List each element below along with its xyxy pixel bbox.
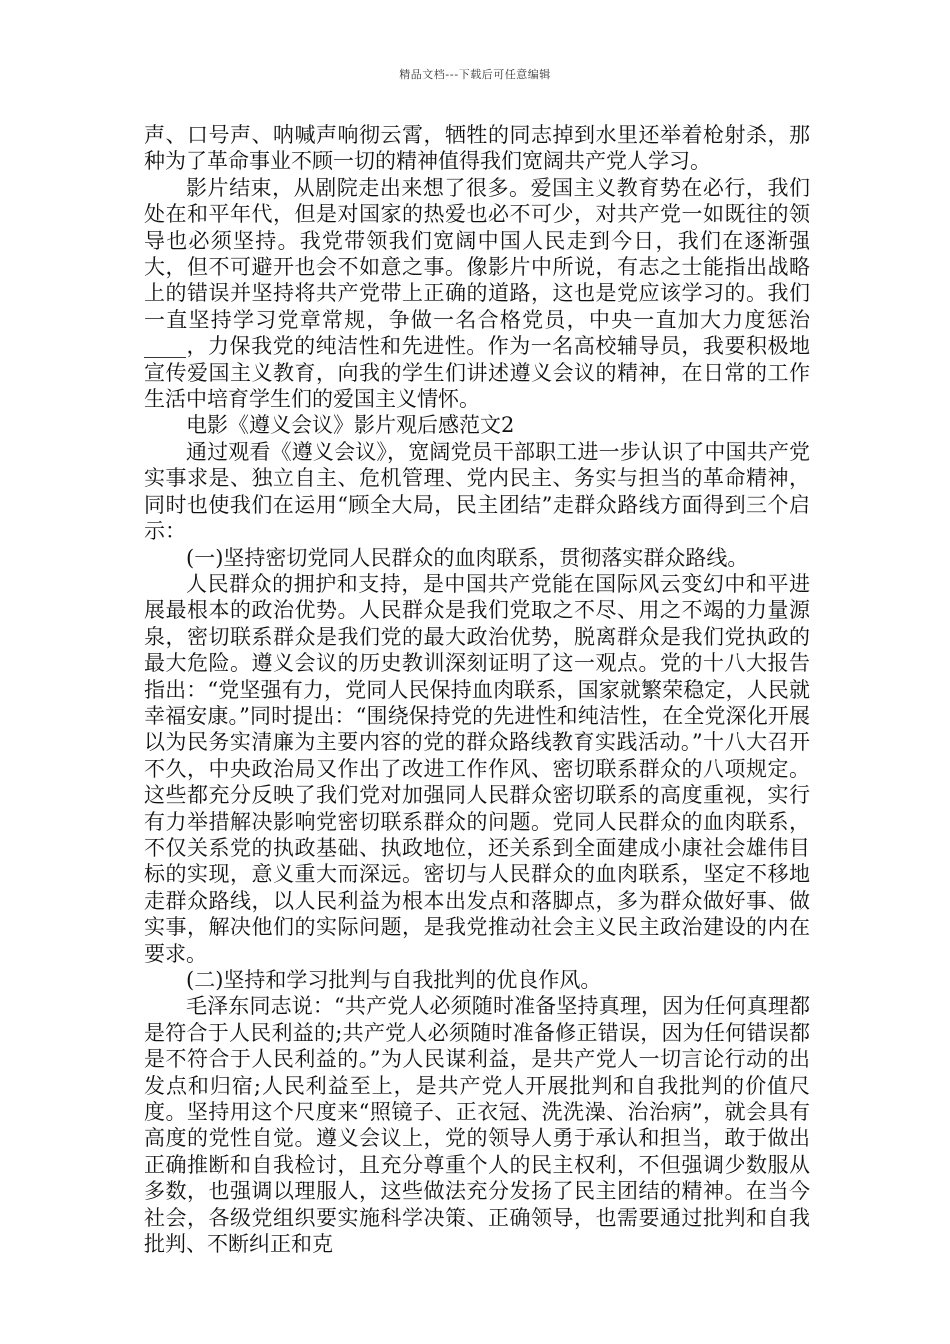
subheading-one: (一)坚持密切党同人民群众的血肉联系，贯彻落实群众路线。 bbox=[186, 545, 749, 570]
document-body bbox=[144, 122, 810, 1257]
section-heading: 电影《遵义会议》影片观后感范文2 bbox=[186, 413, 515, 438]
paragraph-mass-line: 人民群众的拥护和支持，是中国共产党能在国际风云变幻中和平进展最根本的政治优势。人民群众是我们党取之不尽、用之不竭的力量源泉，密切联系群众是我们党的最大政治优势，脱离群众是我们党执政的最大危险。遵义会议的历史教训深刻证明了这一观点。党的十八大报告指出：“党坚强有力，党同人民保持血肉联系，国家就繁荣稳定，人民就幸福安康。”同时提出：“围绕保持党的先进性和纯洁性，在全党深化开展以为民务实清廉为主要内容的党的群众路线教育实践活动。”十八大召开不久，中央政治局又作出了改进工作作风、密切联系群众的八项规定。这些都充分反映了我们党对加强同人民群众密切联系的高度重视，实行有力举措解决影响党密切联系群众的问题。党同人民群众的血肉联系，不仅关系党的执政基础、执政地位，还关系到全面建成小康社会雄伟目标的实现，意义重大而深远。密切与人民群众的血肉联系，坚定不移地走群众路线，以人民利益为根本出发点和落脚点，多为群众做好事、做实事，解决他们的实际问题，是我党推动社会主义民主政治建设的内在要求。 bbox=[144, 571, 810, 966]
paragraph-film-reflection: 影片结束，从剧院走出来想了很多。爱国主义教育势在必行，我们处在和平年代，但是对国家的热爱也必不可少，对共产党一如既往的领导也必须坚持。我党带领我们宽阔中国人民走到今日，我们在逐渐强大，但不可避开也会不如意之事。像影片中所说，有志之士能指出战略上的错误并坚持将共产党带上正确的道路，这也是党应该学习的。我们一直坚持学习党章常规，争做一名合格党员，中央一直加大力度惩治____，力保我党的纯洁性和先进性。作为一名高校辅导员，我要积极地宣传爱国主义教育，向我的学生们讲述遵义会议的精神，在日常的工作生活中培育学生们的爱国主义情怀。 bbox=[144, 175, 810, 412]
paragraph-criticism: 毛泽东同志说：“共产党人必须随时准备坚持真理，因为任何真理都是符合于人民利益的;共产党人必须随时准备修正错误，因为任何错误都是不符合于人民利益的。”为人民谋利益，是共产党人一切言论行动的出发点和归宿;人民利益至上，是共产党人开展批判和自我批判的价值尺度。坚持用这个尺度来“照镜子、正衣冠、洗洗澡、治治病”，就会具有高度的党性自觉。遵义会议上，党的领导人勇于承认和担当，敢于做出正确推断和自我检讨，且充分尊重个人的民主权利，不但强调少数服从多数，也强调以理服人，这些做法充分发扬了民主团结的精神。在当今社会，各级党组织要实施科学决策、正确领导，也需要通过批判和自我批判、不断纠正和克 bbox=[144, 994, 810, 1257]
subheading-two: (二)坚持和学习批判与自我批判的优良作风。 bbox=[186, 968, 602, 992]
page-header: 精品文档---下载后可任意编辑 bbox=[399, 68, 551, 81]
paragraph-intro: 通过观看《遵义会议》，宽阔党员干部职工进一步认识了中国共产党实事求是、独立自主、危机管理、党内民主、务实与担当的革命精神，同时也使我们在运用“顾全大局，民主团结”走群众路线方面得到三个启示： bbox=[144, 439, 810, 544]
paragraph-continuation: 声、口号声、呐喊声响彻云霄，牺牲的同志掉到水里还举着枪射杀，那种为了革命事业不顾一切的精神值得我们宽阔共产党人学习。 bbox=[144, 123, 810, 174]
